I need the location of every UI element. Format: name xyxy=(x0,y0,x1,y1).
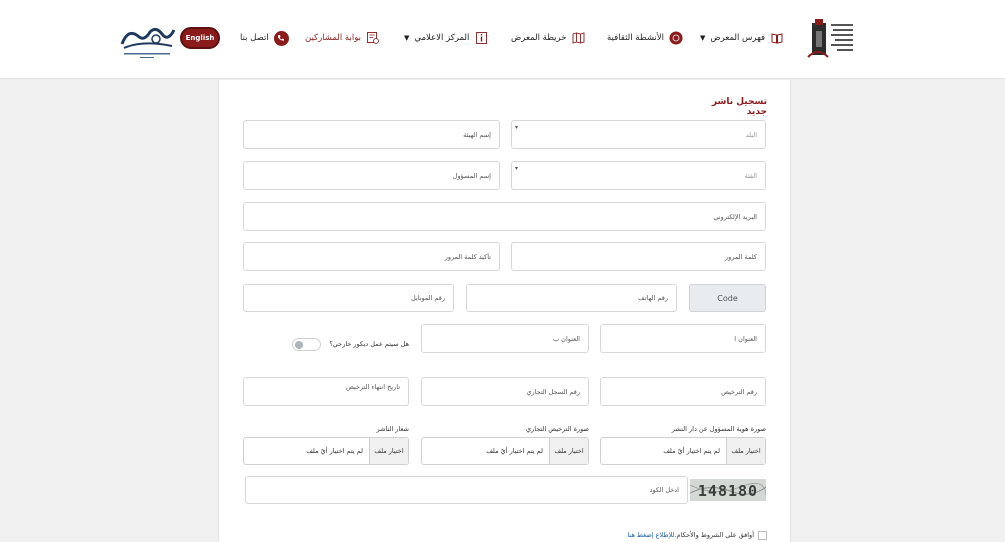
phone-icon xyxy=(274,31,289,46)
chevron-down-icon: ▾ xyxy=(515,124,519,131)
nav-item-map[interactable] xyxy=(511,30,585,46)
nav-item-portal[interactable] xyxy=(305,30,380,46)
nav-catalog-label: فهرس المعرض xyxy=(710,33,766,43)
terms-checkbox[interactable] xyxy=(758,531,767,540)
address-b-input[interactable] xyxy=(422,325,588,352)
nav-item-contact[interactable] xyxy=(240,30,289,46)
site-header xyxy=(0,0,1005,79)
nav-portal-label: بوابة المشاركين xyxy=(305,33,361,43)
country-select-input[interactable] xyxy=(512,121,765,148)
entity-name-field[interactable] xyxy=(243,120,500,149)
address-b-field[interactable] xyxy=(421,324,589,353)
toggle-knob xyxy=(295,341,303,349)
confirm-password-input[interactable] xyxy=(244,243,499,270)
nav-item-media[interactable] xyxy=(404,30,488,46)
license-number-input[interactable] xyxy=(601,378,765,405)
decor-toggle[interactable] xyxy=(292,338,321,351)
phone-input[interactable] xyxy=(467,285,676,311)
captcha-field[interactable] xyxy=(245,476,688,504)
email-field[interactable] xyxy=(243,202,766,231)
category-select-input[interactable] xyxy=(512,162,765,189)
choose-file-button[interactable]: اختيار ملف xyxy=(369,438,408,464)
email-input[interactable] xyxy=(244,203,765,230)
captcha-image xyxy=(690,479,766,501)
officer-name-input[interactable] xyxy=(244,162,499,189)
chevron-down-icon: ▾ xyxy=(515,165,519,172)
publisher-logo-label: شعار الناشر xyxy=(376,425,409,433)
commercial-register-field[interactable] xyxy=(421,377,589,406)
address-a-field[interactable] xyxy=(600,324,766,353)
nav-item-catalog[interactable] xyxy=(700,30,784,46)
chevron-down-icon: ▼ xyxy=(404,34,410,42)
english-language-button[interactable]: English xyxy=(180,27,220,49)
form-title: تسجيل ناشر جديد xyxy=(711,97,767,117)
nav-cultural-label: الأنشطة الثقافية xyxy=(607,33,664,43)
chevron-down-icon: ▼ xyxy=(700,34,706,42)
mobile-input[interactable] xyxy=(244,285,453,311)
nav-contact-label: اتصل بنا xyxy=(240,33,269,43)
officer-name-field[interactable] xyxy=(243,161,500,190)
choose-file-button[interactable]: اختيار ملف xyxy=(549,438,588,464)
fair-logo-icon[interactable] xyxy=(806,17,858,61)
no-file-text: لم يتم اختيار أيّ ملف xyxy=(486,447,543,455)
ministry-logo-icon[interactable] xyxy=(118,22,176,60)
password-field[interactable] xyxy=(511,242,766,271)
map-icon xyxy=(571,31,585,45)
license-image-upload[interactable] xyxy=(421,437,589,465)
nav-media-label: المركز الاعلامي xyxy=(414,33,470,43)
category-select[interactable] xyxy=(511,161,766,190)
no-file-text: لم يتم اختيار أيّ ملف xyxy=(306,447,363,455)
id-image-upload[interactable] xyxy=(600,437,766,465)
book-icon xyxy=(770,31,784,45)
terms-link[interactable]: للإطلاع إضغط هنا xyxy=(627,531,675,539)
license-expiry-field[interactable] xyxy=(243,377,409,406)
decor-question-label: هل سيتم عمل ديكور خارجي؟ xyxy=(329,340,409,348)
terms-row xyxy=(625,531,767,541)
no-file-text: لم يتم اختيار أيّ ملف xyxy=(663,447,720,455)
terms-text: أوافق على الشروط والأحكام. xyxy=(674,531,754,539)
nav-map-label: خريطة المعرض xyxy=(511,33,567,43)
license-number-field[interactable] xyxy=(600,377,766,406)
address-a-input[interactable] xyxy=(601,325,765,352)
cultural-badge-icon xyxy=(669,31,683,45)
publisher-logo-upload[interactable] xyxy=(243,437,409,465)
commercial-register-input[interactable] xyxy=(422,378,588,405)
phone-field[interactable] xyxy=(466,284,677,312)
captcha-text: 148180 xyxy=(697,482,759,500)
country-select[interactable] xyxy=(511,120,766,149)
id-image-label: صورة هوية المسؤول عن دار النشر xyxy=(671,425,766,433)
license-expiry-input[interactable] xyxy=(244,378,408,405)
password-input[interactable] xyxy=(512,243,765,270)
choose-file-button[interactable]: اختيار ملف xyxy=(726,438,765,464)
entity-name-input[interactable] xyxy=(244,121,499,148)
info-icon xyxy=(474,31,488,45)
country-code-box[interactable]: Code xyxy=(689,284,766,312)
portal-icon xyxy=(366,31,380,45)
captcha-input[interactable] xyxy=(246,477,687,503)
license-image-label: صورة الترخيص التجاري xyxy=(526,425,589,433)
mobile-field[interactable] xyxy=(243,284,454,312)
nav-item-cultural[interactable] xyxy=(607,30,683,46)
confirm-password-field[interactable] xyxy=(243,242,500,271)
